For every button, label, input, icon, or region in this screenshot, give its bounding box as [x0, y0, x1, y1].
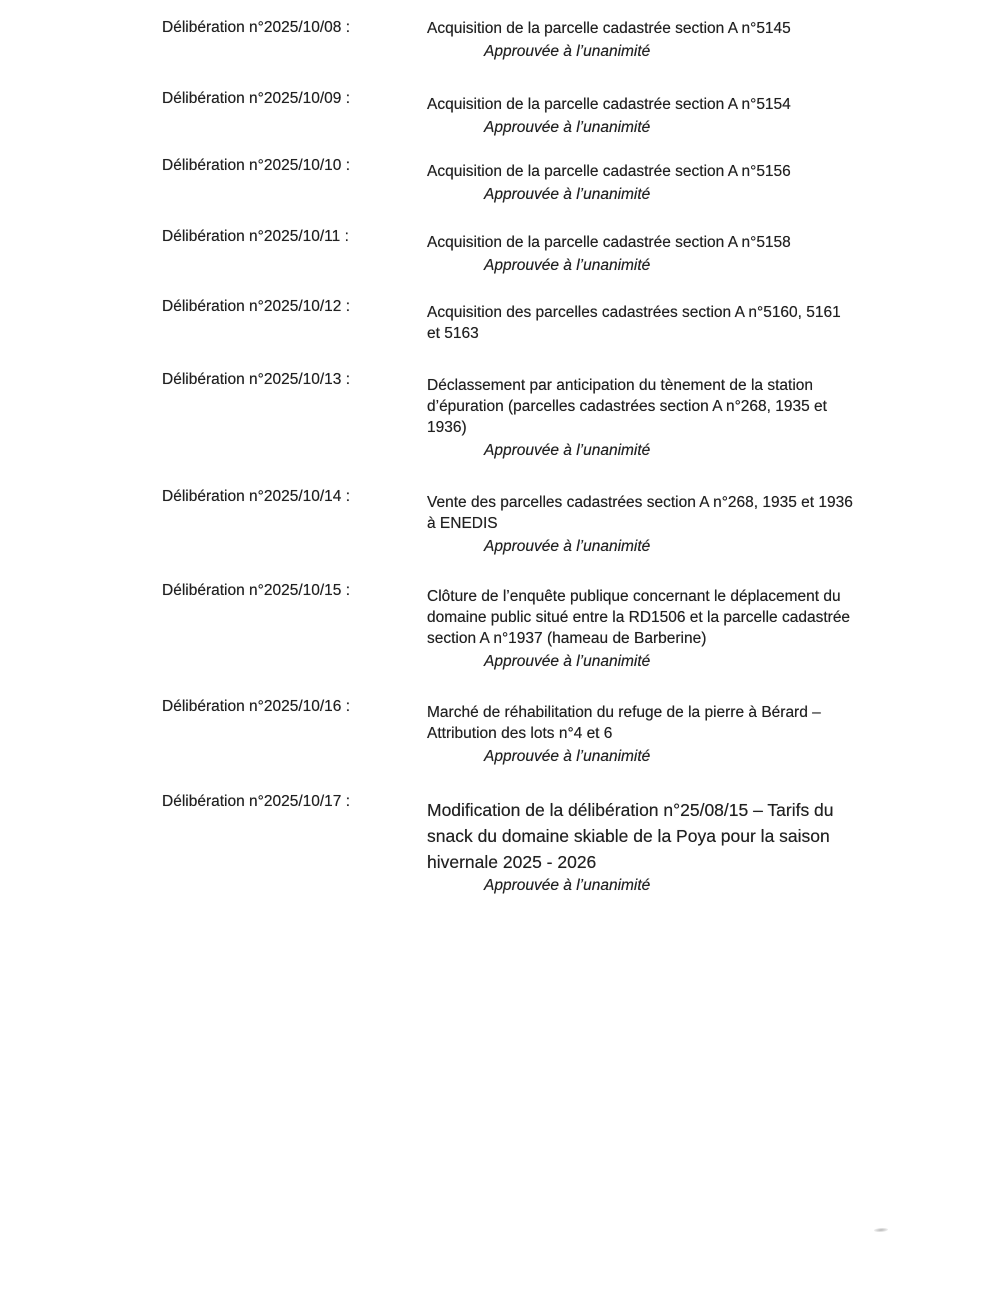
approval-status: Approuvée à l’unanimité: [484, 43, 651, 60]
deliberation-title-line: snack du domaine skiable de la Poya pour la saison: [427, 826, 830, 846]
deliberation-title: [427, 797, 907, 896]
deliberation-title: [427, 702, 907, 767]
deliberation-title-line: Modification de la délibération n°25/08/15 – Tarifs du: [427, 800, 834, 820]
approval-status: Approuvée à l’unanimité: [484, 442, 651, 459]
deliberation-title: [427, 232, 907, 276]
approval-status: Approuvée à l’unanimité: [484, 257, 651, 274]
deliberation-number-label: Délibération n°2025/10/14 :: [162, 488, 351, 505]
deliberation-number-label: Délibération n°2025/10/12 :: [162, 298, 351, 315]
deliberation-number-label: Délibération n°2025/10/11 :: [162, 228, 349, 245]
approval-status: Approuvée à l’unanimité: [484, 119, 651, 136]
deliberation-title-line: hivernale 2025 - 2026: [427, 852, 597, 872]
deliberation-title-line: Vente des parcelles cadastrées section A n°268, 1935 et 1936: [427, 494, 853, 511]
deliberation-title-line: et 5163: [427, 325, 479, 342]
deliberation-title-line: 1936): [427, 419, 467, 436]
deliberation-title: [427, 161, 907, 205]
deliberation-title-line: section A n°1937 (hameau de Barberine): [427, 630, 707, 647]
deliberation-title-line: Attribution des lots n°4 et 6: [427, 725, 613, 742]
deliberation-title-line: Acquisition de la parcelle cadastrée section A n°5158: [427, 234, 791, 251]
approval-status: Approuvée à l’unanimité: [484, 186, 651, 203]
deliberation-number-label: Délibération n°2025/10/15 :: [162, 582, 351, 599]
deliberation-title: [427, 586, 907, 672]
approval-status: Approuvée à l’unanimité: [484, 748, 651, 765]
deliberation-title: [427, 302, 907, 344]
deliberation-title-line: domaine public situé entre la RD1506 et la parcelle cadastrée: [427, 609, 851, 626]
approval-status: Approuvée à l’unanimité: [484, 653, 651, 670]
deliberation-number-label: Délibération n°2025/10/17 :: [162, 793, 351, 810]
deliberation-title-line: d’épuration (parcelles cadastrées section A n°268, 1935 et: [427, 398, 827, 415]
deliberation-title-line: à ENEDIS: [427, 515, 498, 532]
scan-artifact-mark: [874, 1228, 888, 1233]
deliberation-title: [427, 375, 907, 461]
deliberation-title: [427, 492, 907, 557]
deliberation-number-label: Délibération n°2025/10/16 :: [162, 698, 351, 715]
deliberation-title-line: Déclassement par anticipation du tènement de la station: [427, 377, 814, 394]
deliberation-title: [427, 18, 907, 62]
approval-status: Approuvée à l’unanimité: [484, 538, 651, 555]
deliberation-title-line: Acquisition de la parcelle cadastrée section A n°5156: [427, 163, 791, 180]
deliberation-title-line: Acquisition de la parcelle cadastrée section A n°5154: [427, 96, 791, 113]
deliberation-number-label: Délibération n°2025/10/13 :: [162, 371, 351, 388]
deliberation-title-line: Acquisition de la parcelle cadastrée section A n°5145: [427, 20, 791, 37]
deliberation-number-label: Délibération n°2025/10/09 :: [162, 90, 351, 107]
deliberation-title-line: Acquisition des parcelles cadastrées section A n°5160, 5161: [427, 304, 841, 321]
deliberation-title-line: Marché de réhabilitation du refuge de la pierre à Bérard –: [427, 704, 821, 721]
deliberation-title-line: Clôture de l’enquête publique concernant le déplacement du: [427, 588, 841, 605]
approval-status: Approuvée à l’unanimité: [484, 877, 651, 894]
deliberation-title: [427, 94, 907, 138]
deliberation-number-label: Délibération n°2025/10/08 :: [162, 19, 351, 36]
deliberation-number-label: Délibération n°2025/10/10 :: [162, 157, 351, 174]
